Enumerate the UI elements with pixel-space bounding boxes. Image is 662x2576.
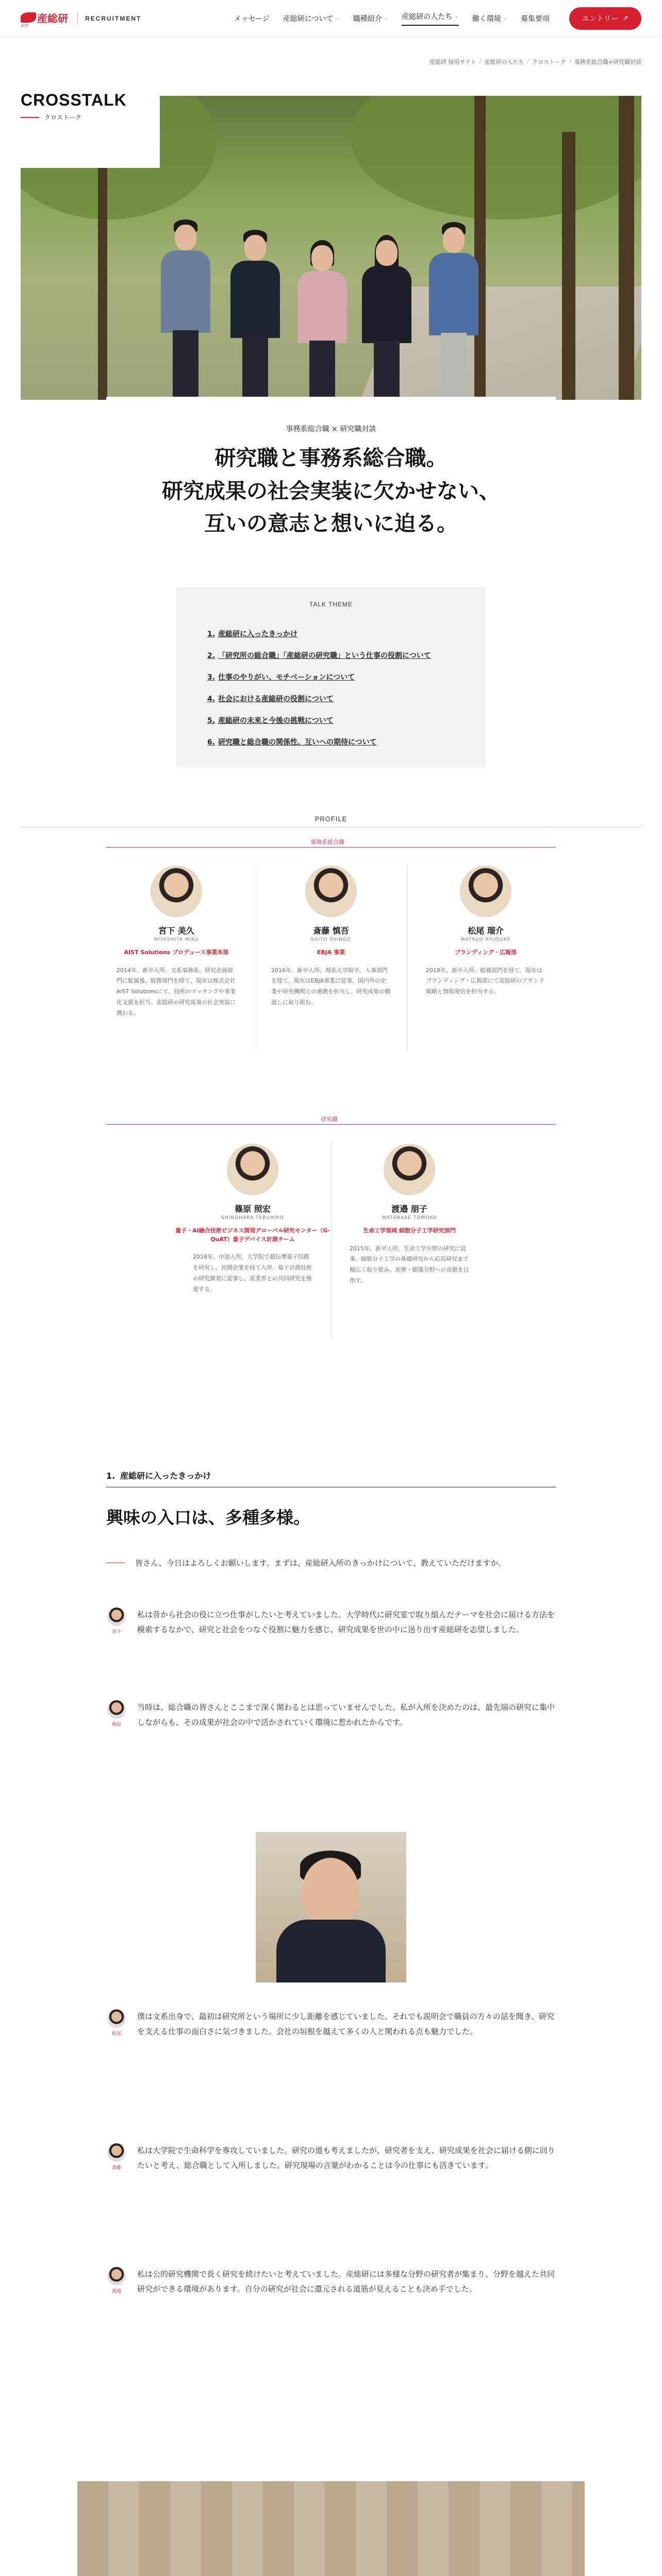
member-kana: WATANABE TOMOKO [382, 1215, 437, 1221]
member-name: 渡邉 朋子 [391, 1204, 427, 1214]
profile-separator [331, 1144, 332, 1340]
breadcrumb-item[interactable]: 産総研 採用サイト [429, 59, 476, 65]
person-body [362, 266, 411, 343]
avatar [460, 866, 511, 917]
group-divider [106, 847, 556, 848]
theme-text: 産総研の未来と今後の挑戦について [218, 717, 334, 725]
breadcrumb [429, 58, 641, 66]
theme-num: 6. [207, 738, 216, 747]
avatar [384, 1144, 435, 1195]
member-bio: 2018年、新卒入所。総務部門を経て、現在はブランディング・広報部にて産総研のブランド戦略と情報発信を担当する。 [426, 967, 544, 995]
interview-photo [256, 1832, 406, 1982]
speaker-avatar [107, 1700, 126, 1719]
speaker [106, 1700, 127, 1730]
tree-trunk [619, 96, 634, 400]
member-name: 松尾 瑠介 [468, 926, 504, 936]
external-link-icon: ↗ [622, 14, 628, 23]
global-header [0, 0, 662, 37]
profile-card [254, 866, 408, 1008]
tree-canopy [351, 96, 641, 219]
recruitment-label: RECRUITMENT [85, 14, 142, 22]
talk-theme-link[interactable] [207, 737, 455, 747]
question-text: 皆さん、今日はよろしくお願いします。まずは、産総研入所のきっかけについて、教えていただけますか。 [135, 1558, 506, 1568]
theme-text: 産総研に入ったきっかけ [218, 630, 298, 638]
talk-theme-box [176, 587, 486, 768]
person-head [311, 245, 333, 271]
article-category: 事務系総合職 × 研究職対談 [286, 425, 376, 433]
member-name: 宮下 美久 [158, 926, 194, 936]
breadcrumb-item[interactable]: 産総研の人たち [484, 59, 524, 65]
article-title-card [106, 403, 556, 540]
nav-label: 産総研について [283, 14, 334, 23]
person-head [244, 235, 266, 261]
nav-item-about[interactable] [283, 13, 340, 24]
global-nav [234, 7, 641, 30]
speaker [106, 2267, 127, 2296]
profile-card [175, 1144, 330, 1295]
entry-label: エントリー [582, 14, 619, 23]
nav-item-requirements[interactable] [521, 13, 550, 24]
speaker-avatar [107, 2009, 126, 2028]
talk-theme-link[interactable] [207, 693, 455, 704]
speech-block [106, 2009, 556, 2039]
chevron-down-icon: ⌄ [454, 13, 459, 19]
section-head-text: 産総研に入ったきっかけ [120, 1471, 211, 1481]
breadcrumb-item-current: 事務系総合職×研究職対談 [574, 59, 641, 65]
nav-item-jobs[interactable] [353, 13, 388, 24]
breadcrumb-separator: / [479, 58, 482, 64]
profile-card [99, 866, 254, 1019]
talk-theme-link[interactable] [207, 672, 455, 682]
accent-bar [21, 117, 39, 118]
section-title: 興味の入口は、多種多様。 [106, 1507, 310, 1528]
avatar [305, 866, 357, 917]
member-dept: 生命工学領域 細胞分子工学研究部門 [363, 1227, 456, 1234]
logo-tagline: AIST [21, 23, 29, 28]
nav-label: 募集要項 [521, 14, 550, 23]
speaker-name: 渡邉 [111, 2289, 121, 2294]
profile-card [408, 866, 563, 997]
talk-theme-link[interactable] [207, 715, 455, 725]
speaker-name: 斎藤 [111, 2165, 121, 2171]
member-bio: 2016年、中途入所。大学院で超伝導量子回路を研究し、民間企業を経て入所。量子計測技術の研究開発に従事し、産業界との共同研究を推進する。 [193, 1253, 312, 1293]
person-body [429, 253, 478, 335]
chevron-down-icon: ⌄ [503, 15, 507, 21]
speaker-avatar [107, 2143, 126, 2162]
member-name: 篠原 照宏 [235, 1204, 271, 1214]
avatar [151, 866, 202, 917]
person-head [443, 227, 465, 253]
theme-num: 5. [207, 717, 216, 725]
nav-item-people[interactable] [402, 11, 458, 26]
member-kana: SHINOHARA TERUHIRO [221, 1215, 284, 1221]
aist-logo-mark [21, 9, 70, 28]
talk-theme-link[interactable] [207, 629, 455, 639]
breadcrumb-separator: / [569, 58, 571, 64]
member-kana: MATSUO RYUSUKE [460, 937, 511, 942]
theme-text: 社会における産総研の役割について [218, 695, 334, 703]
member-bio: 2014年、新卒入所。文系事務系。研究企画部門に配属後、総務部門を経て、現在は株式会社AIST Solutionsにて、技術のマッチングや事業化支援を担当。産総研の研究成果の社会実装に携わる。 [117, 967, 236, 1017]
page-subtitle-row [21, 113, 127, 122]
speaker-name: 松尾 [111, 2031, 121, 2037]
group-divider [106, 1124, 556, 1125]
logo-swoosh-icon [21, 12, 36, 23]
talk-theme-link[interactable] [207, 650, 455, 660]
nav-item-message[interactable] [234, 13, 270, 24]
member-dept: ブランディング・広報部 [455, 949, 517, 956]
profile-separator [407, 866, 408, 1051]
avatar [227, 1144, 278, 1195]
site-logo[interactable] [21, 9, 141, 28]
page-heading [21, 91, 127, 122]
profile-card [332, 1144, 487, 1286]
member-dept: EBJA 事業 [317, 949, 345, 956]
member-name: 斎藤 慎吾 [313, 926, 349, 936]
chevron-down-icon: ⌄ [335, 15, 340, 21]
nav-item-environment[interactable] [472, 13, 507, 24]
person-legs [374, 341, 400, 400]
theme-num: 4. [207, 695, 216, 703]
photo-face [302, 1858, 359, 1925]
theme-text: 仕事のやりがい、モチベーションについて [218, 673, 355, 682]
speaker [106, 2009, 127, 2039]
person-body [297, 271, 347, 343]
section-heading [106, 1469, 211, 1481]
tree-trunk [562, 132, 575, 400]
photo-wall [77, 2481, 585, 2576]
group-discussion-photo [77, 2481, 585, 2576]
member-bio: 2015年、新卒入所。生命工学分野の研究に従事。細胞分子工学の基礎研究から応用研究まで幅広く取り組み、医療・創薬分野への貢献を目指す。 [350, 1245, 469, 1284]
person-photo [227, 230, 284, 400]
logo-brand: 産総研 [37, 12, 68, 25]
member-kana: SAITO SHINGO [310, 937, 352, 942]
theme-num: 2. [207, 652, 216, 660]
entry-button[interactable] [569, 7, 641, 30]
speech-block [106, 1700, 556, 1730]
person-photo [423, 222, 485, 400]
speaker [106, 2143, 127, 2173]
speech-block [106, 1607, 556, 1637]
interviewer-question [106, 1556, 556, 1571]
speech-text: 私は昔から社会の役に立つ仕事がしたいと考えていました。大学時代に研究室で取り組んだテーマを社会に届ける方法を模索するなかで、研究と社会をつなぐ役割に魅力を感じ、研究成果を世の中に送り出す産総研を志望しました。 [137, 1610, 555, 1634]
speaker-name: 篠原 [111, 1722, 121, 1727]
theme-text: 「研究所の総合職」「産総研の研究職」という仕事の役割について [218, 652, 431, 660]
article-title [106, 442, 556, 540]
speech-text: 僕は文系出身で、最初は研究所という場所に少し距離を感じていました。それでも説明会で職員の方々の話を聞き、研究を支える仕事の面白さに気づきました。会社の垣根を越えて多くの人と関われる点も魅力でした。 [137, 2012, 555, 2036]
person-body [161, 250, 210, 333]
photo-body [276, 1920, 386, 1982]
member-bio: 2016年、新卒入所。理系大学院卒。人事部門を経て、現在はEBJA事業に従事。国内外の企業や研究機関との連携を担当し、研究成果の橋渡しに取り組む。 [271, 967, 390, 1006]
person-legs [309, 341, 335, 400]
speaker-avatar [107, 1607, 126, 1626]
person-legs [441, 333, 467, 400]
person-head [376, 240, 398, 266]
speaker [106, 1607, 127, 1637]
title-line: 研究職と事務系総合職。 [214, 446, 448, 470]
logo-divider [77, 12, 78, 25]
speech-text: 当時は、総合職の皆さんとここまで深く関わるとは思っていませんでした。私が入所を決めたのは、最先端の研究に集中しながらも、その成果が社会の中で活かされていく環境に惹かれたからです。 [137, 1703, 555, 1727]
nav-label: 職種紹介 [353, 14, 382, 23]
speech-block [106, 2267, 556, 2296]
title-line: 研究成果の社会実装に欠かせない、 [162, 478, 500, 503]
nav-label: 産総研の人たち [402, 12, 453, 21]
person-body [230, 261, 280, 338]
breadcrumb-separator: / [527, 58, 529, 64]
page-subtitle: クロストーク [44, 114, 82, 121]
theme-num: 1. [207, 630, 216, 638]
theme-num: 3. [207, 673, 216, 682]
group-label-admin: 事務系総合職 [310, 839, 344, 845]
speech-block [106, 2143, 556, 2173]
talk-theme-list [207, 629, 455, 747]
nav-label: メッセージ [234, 14, 270, 23]
section-num: 1. [106, 1471, 115, 1481]
person-legs [173, 330, 198, 400]
talk-theme-label: TALK THEME [309, 601, 353, 608]
theme-text: 研究職と総合職の関係性、互いへの期待について [218, 738, 377, 747]
chevron-down-icon: ⌄ [384, 15, 389, 21]
page-title: CROSSTALK [21, 91, 127, 109]
profile-label: PROFILE [315, 815, 347, 823]
person-legs [242, 335, 268, 400]
speech-text: 私は大学院で生命科学を専攻していました。研究の道も考えましたが、研究者を支え、研究成果を社会に届ける側に回りたいと考え、総合職として入所しました。研究現場の言葉がわかることは今の仕事にも活きています。 [137, 2146, 555, 2170]
person-photo [157, 219, 214, 400]
person-photo [358, 235, 415, 400]
speaker-name: 宮下 [111, 1630, 121, 1635]
person-head [175, 225, 196, 250]
group-label-research: 研究職 [321, 1116, 338, 1123]
breadcrumb-item[interactable]: クロストーク [532, 59, 567, 65]
person-photo [294, 240, 351, 400]
hero-photo [21, 96, 641, 400]
nav-label: 働く環境 [472, 14, 501, 23]
speaker-avatar [107, 2267, 126, 2285]
member-dept: 量子・AI融合技術ビジネス開発グローバル研究センター（G-QuAT）量子デバイス計測チーム [175, 1227, 330, 1243]
title-line: 互いの意志と想いに迫る。 [204, 511, 458, 536]
member-dept: AIST Solutions プロデュース事業本部 [124, 949, 229, 956]
speech-text: 私は公的研究機関で長く研究を続けたいと考えていました。産総研には多様な分野の研究者が集まり、分野を越えた共同研究ができる環境があります。自分の研究が社会に還元される道筋が見えることも決め手でした。 [137, 2269, 555, 2294]
member-kana: MIYASHITA MIKU [154, 937, 199, 942]
